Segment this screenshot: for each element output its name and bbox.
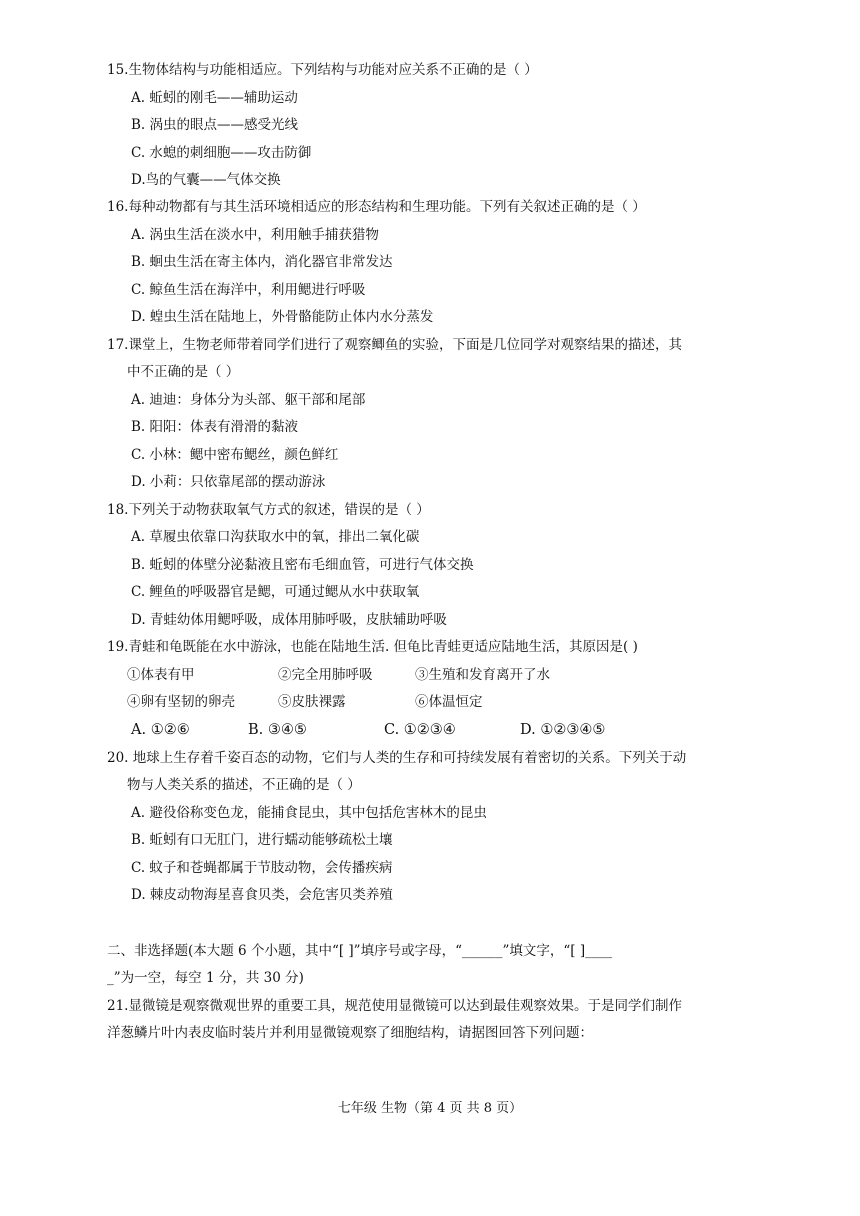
q19-item-3: ③生殖和发育离开了水 [415,667,550,683]
q17-option-b: B. 阳阳：体表有滑滑的黏液 [131,419,299,435]
q17-stem-line2: 中不正确的是（ ） [127,364,240,380]
q16-option-b: B. 蛔虫生活在寄主体内，消化器官非常发达 [131,254,393,270]
q18-option-d: D. 青蛙幼体用鳃呼吸，成体用肺呼吸，皮肤辅助呼吸 [131,612,447,628]
q19-choice-b: B. ③④⑤ [248,722,307,738]
q17-option-c: C. 小林：鳃中密布鳃丝，颜色鲜红 [131,447,339,463]
q21-stem-line1: 21.显微镜是观察微观世界的重要工具，规范使用显微镜可以达到最佳观察效果。于是同学们制作 [107,998,682,1014]
q19-item-6: ⑥体温恒定 [415,694,483,710]
q16-option-c: C. 鲸鱼生活在海洋中，利用鳃进行呼吸 [131,282,366,298]
q20-option-d: D. 棘皮动物海星喜食贝类，会危害贝类养殖 [131,887,393,903]
q20-option-a: A. 避役俗称变色龙，能捕食昆虫，其中包括危害林木的昆虫 [131,805,487,821]
q17-option-a: A. 迪迪：身体分为头部、躯干部和尾部 [131,392,366,408]
q19-choice-a: A. ①②⑥ [131,722,190,738]
q15-option-d: D.鸟的气囊——气体交换 [131,172,281,188]
q18-option-c: C. 鲤鱼的呼吸器官是鳃，可通过鳃从水中获取氧 [131,584,420,600]
q15-option-c: C. 水螅的刺细胞——攻击防御 [131,145,312,161]
q19-stem: 19.青蛙和龟既能在水中游泳，也能在陆地生活. 但龟比青蛙更适应陆地生活，其原因是( ) [107,639,638,655]
q16-stem: 16.每种动物都有与其生活环境相适应的形态结构和生理功能。下列有关叙述正确的是（ ） [107,199,646,215]
q16-option-d: D. 蝗虫生活在陆地上，外骨骼能防止体内水分蒸发 [131,309,434,325]
q17-stem-line1: 17.课堂上，生物老师带着同学们进行了观察鲫鱼的实验，下面是几位同学对观察结果的描述，其 [107,337,682,353]
q19-choice-d: D. ①②③④⑤ [520,722,606,738]
q18-option-a: A. 草履虫依靠口沟获取水中的氧，排出二氧化碳 [131,529,420,545]
page-footer: 七年级 生物（第 4 页 共 8 页） [337,1101,523,1116]
q20-option-b: B. 蚯蚓有口无肛门，进行蠕动能够疏松土壤 [131,832,393,848]
q15-stem: 15.生物体结构与功能相适应。下列结构与功能对应关系不正确的是（ ） [107,62,538,78]
q20-option-c: C. 蚊子和苍蝇都属于节肢动物，会传播疾病 [131,860,393,876]
q21-stem-line2: 洋葱鳞片叶内表皮临时装片并利用显微镜观察了细胞结构，请据图回答下列问题： [107,1025,593,1041]
section2-heading-line2: _”为一空，每空 1 分，共 30 分) [107,970,304,986]
q19-item-1: ①体表有甲 [127,667,195,683]
q20-stem-line1: 20. 地球上生存着千姿百态的动物，它们与人类的生存和可持续发展有着密切的关系。下列关于动 [107,750,687,766]
q20-stem-line2: 物与人类关系的描述，不正确的是（ ） [127,777,361,793]
q17-option-d: D. 小莉：只依靠尾部的摆动游泳 [131,474,326,490]
q18-option-b: B. 蚯蚓的体壁分泌黏液且密布毛细血管，可进行气体交换 [131,557,474,573]
q19-choice-c: C. ①②③④ [384,722,456,738]
q19-item-5: ⑤皮肤裸露 [278,694,346,710]
q15-option-b: B. 涡虫的眼点——感受光线 [131,117,299,133]
q18-stem: 18.下列关于动物获取氧气方式的叙述，错误的是（ ） [107,502,430,518]
q15-option-a: A. 蚯蚓的刚毛——辅助运动 [131,90,298,106]
q16-option-a: A. 涡虫生活在淡水中，利用触手捕获猎物 [131,227,379,243]
section2-heading-line1: 二、非选择题(本大题 6 个小题，其中“[ ]”填序号或字母，“______”填文字，“[ ]____ [107,943,613,959]
q19-item-2: ②完全用肺呼吸 [278,667,373,683]
q19-item-4: ④卵有坚韧的卵壳 [127,694,235,710]
